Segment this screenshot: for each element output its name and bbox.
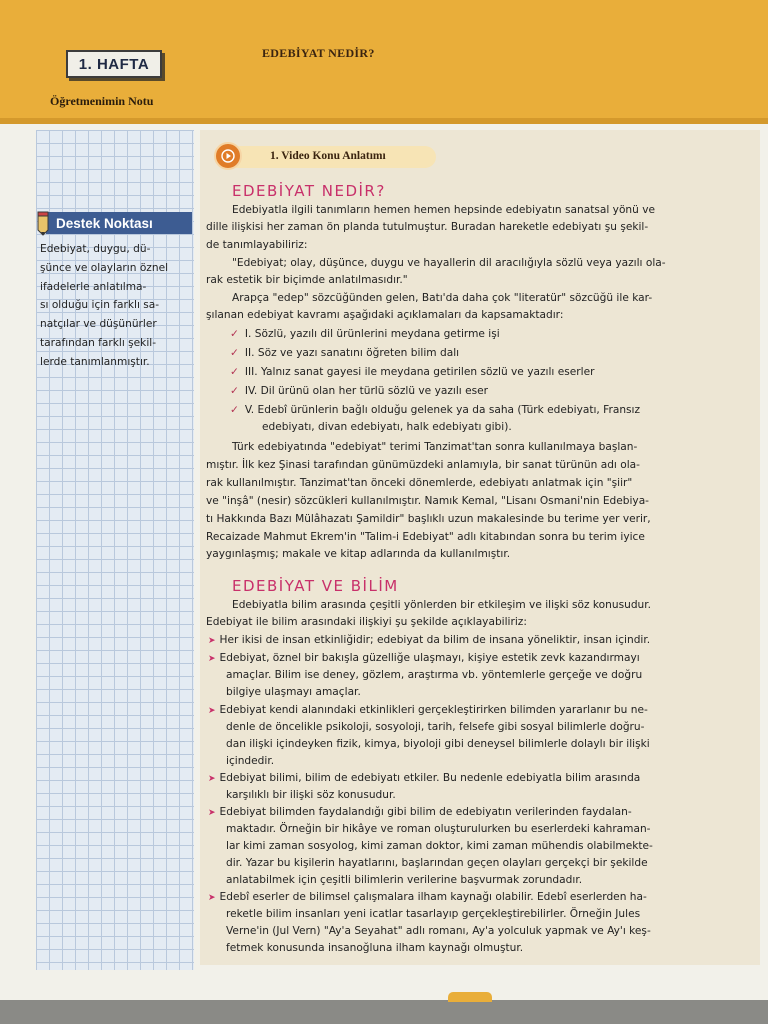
list-item	[230, 346, 459, 361]
bullet-item	[208, 703, 648, 719]
play-icon[interactable]	[214, 142, 242, 170]
support-text	[40, 240, 190, 372]
video-label: 1. Video Konu Anlatımı	[270, 150, 386, 162]
pencil-icon	[34, 210, 52, 236]
arrow-icon: ➤	[208, 774, 216, 784]
bullet-continuation: karşılıklı bir ilişki söz konusudur.	[226, 789, 396, 801]
bullet-item	[208, 890, 647, 906]
text-line: tı Hakkında Bazı Mülâhazatı Şamildir" başlıklı uzun makalesinde bu terime yer verir,	[206, 513, 651, 525]
teacher-note-label: Öğretmenimin Notu	[50, 94, 154, 108]
bullet-continuation: anlatabilmek için çeşitli bilimlerin verilerine başvurmak zorundadır.	[226, 874, 583, 886]
check-icon: ✓	[230, 328, 239, 340]
bullet-item	[208, 771, 640, 787]
page-tab	[448, 992, 492, 1002]
text-line: Recaizade Mahmut Ekrem'in "Talim-i Edebiyat" adlı kitabından sonra bu terim iyice	[206, 531, 645, 543]
list-item	[230, 403, 640, 418]
text-line: Edebiyatla bilim arasında çeşitli yönlerden bir etkileşim ve ilişki söz konusudur.	[232, 599, 652, 611]
support-line: Edebiyat, duygu, dü-	[40, 243, 151, 255]
check-icon: ✓	[230, 347, 239, 359]
text-line: dille ilişkisi her zaman ön planda tutulmuştur. Buradan hareketle edebiyatı şu şekil-	[206, 221, 649, 233]
support-title: Destek Noktası	[46, 212, 192, 234]
text-line: Arapça "edep" sözcüğünden gelen, Batı'da daha çok "literatür" sözcüğü ile kar-	[232, 292, 653, 304]
bullet-text: Edebiyat kendi alanındaki etkinlikleri gerçekleştirirken bilimden yararlanır bu ne-	[219, 704, 648, 716]
list-item-text: V. Edebî ürünlerin bağlı olduğu gelenek ya da saha (Türk edebiyatı, Fransız	[244, 404, 641, 416]
bullet-continuation: Verne'in (Jul Vern) "Ay'a Seyahat" adlı romanı, Ay'a yolculuk yapmak ve Ay'ı keş-	[226, 925, 651, 937]
bullet-text: Her ikisi de insan etkinliğidir; edebiyat da bilim de insana yöneliktir, insan içindir.	[219, 634, 651, 646]
arrow-icon: ➤	[208, 706, 216, 716]
check-icon: ✓	[230, 404, 239, 416]
section-heading: EDEBİYAT VE BİLİM	[232, 577, 399, 595]
text-line: şılanan edebiyat kavramı aşağıdaki açıklamaları da kapsamaktadır:	[206, 309, 564, 321]
chapter-title: EDEBİYAT NEDİR?	[262, 46, 375, 60]
week-badge: 1. HAFTA	[66, 50, 162, 78]
bullet-continuation: reketle bilim insanları yeni icatlar tasarlayıp gerçekleştirebilirler. Örneğin Jules	[226, 908, 641, 920]
bullet-text: Edebiyat bilimden faydalandığı gibi bilim de edebiyatın verilerinden faydalan-	[219, 806, 632, 818]
text-line: rak estetik bir biçimde anlatılmasıdır."	[206, 274, 408, 286]
list-item-text: I. Sözlü, yazılı dil ürünlerini meydana getirme işi	[244, 328, 500, 340]
list-item	[230, 384, 488, 399]
text-line: Edebiyat ile bilim arasındaki ilişkiyi şu şekilde açıklayabiliriz:	[206, 616, 527, 628]
support-line: şünce ve olayların öznel	[40, 261, 169, 274]
text-line: mıştır. İlk kez Şinasi tarafından günümüzdeki anlamıyla, bir sanat türünün adı ola-	[206, 459, 640, 471]
arrow-icon: ➤	[208, 808, 216, 818]
bullet-continuation: içindedir.	[226, 755, 275, 767]
bullet-continuation: denle de öncelikle psikoloji, sosyoloji, tarih, felsefe gibi sosyal bilimlerle doğru-	[226, 721, 645, 733]
support-line: ifadelerle anlatılma-	[40, 280, 147, 293]
check-icon: ✓	[230, 385, 239, 397]
list-item-text: II. Söz ve yazı sanatını öğreten bilim dalı	[244, 347, 460, 359]
support-line: tarafından farklı şekil-	[40, 336, 157, 349]
text-line: rak kullanılmıştır. Tanzimat'tan önceki dönemlerde, edebiyatı anlatmak için "şiir"	[206, 477, 633, 489]
bullet-continuation: dan ilişki içindeyken fizik, kimya, biyoloji gibi deneysel bilimlerle dolaylı bir ilişki	[226, 738, 650, 750]
text-line: ve "inşâ" (nesir) sözcükleri kullanılmıştır. Namık Kemal, "Lisanı Osmani'nin Edebiya-	[206, 495, 650, 507]
check-icon: ✓	[230, 366, 239, 378]
list-item-text: IV. Dil ürünü olan her türlü sözlü ve yazılı eser	[244, 385, 488, 397]
support-line: natçılar ve düşünürler	[40, 318, 157, 331]
bullet-continuation: maktadır. Örneğin bir hikâye ve roman oluşturulurken bu eserlerdeki kahraman-	[226, 823, 651, 835]
bullet-text: Edebiyat, öznel bir bakışla güzelliğe ulaşmayı, kişiye estetik zevk kazandırmayı	[219, 652, 640, 664]
arrow-icon: ➤	[208, 654, 216, 664]
bullet-item	[208, 651, 640, 667]
list-item-text: III. Yalnız sanat gayesi ile meydana getirilen sözlü ve yazılı eserler	[244, 366, 595, 378]
list-item	[230, 365, 594, 380]
bullet-text: Edebiyat bilimi, bilim de edebiyatı etkiler. Bu nedenle edebiyatla bilim arasında	[219, 772, 641, 784]
list-item-continuation: edebiyatı, divan edebiyatı, halk edebiyatı gibi).	[262, 421, 512, 433]
arrow-icon: ➤	[208, 636, 216, 646]
text-line: Türk edebiyatında "edebiyat" terimi Tanzimat'tan sonra kullanılmaya başlan-	[232, 441, 638, 453]
bullet-text: Edebî eserler de bilimsel çalışmalara ilham kaynağı olabilir. Edebî eserlerden ha-	[219, 891, 647, 903]
bullet-item	[208, 633, 650, 649]
text-line: yaygınlaşmış; makale ve kitap adlarında da kullanılmıştır.	[206, 548, 511, 560]
bullet-continuation: fetmek konusunda insanoğluna ilham kaynağı olmuştur.	[226, 942, 524, 954]
list-item	[230, 327, 500, 342]
support-line: lerde tanımlanmıştır.	[40, 355, 150, 368]
bullet-continuation: lar kimi zaman sosyolog, kimi zaman doktor, kimi zaman mühendis olabilmekte-	[226, 840, 653, 852]
text-line: Edebiyatla ilgili tanımların hemen hemen hepsinde edebiyatın sanatsal yönü ve	[232, 204, 656, 216]
bullet-continuation: dir. Yazar bu kişilerin hayatlarını, başlarından geçen olayları gerçekçi bir şekilde	[226, 857, 648, 869]
bullet-continuation: bilgiye ulaşmayı amaçlar.	[226, 686, 361, 698]
support-line: sı olduğu için farklı sa-	[40, 299, 160, 312]
section-heading: EDEBİYAT NEDİR?	[232, 182, 386, 200]
text-line: de tanımlayabiliriz:	[206, 239, 308, 251]
bullet-item	[208, 805, 632, 821]
arrow-icon: ➤	[208, 893, 216, 903]
bullet-continuation: amaçlar. Bilim ise deney, gözlem, araştırma vb. yöntemlerle gerçeğe ve doğru	[226, 669, 643, 681]
text-line: "Edebiyat; olay, düşünce, duygu ve hayallerin dil aracılığıyla sözlü veya yazılı ola-	[232, 257, 666, 269]
